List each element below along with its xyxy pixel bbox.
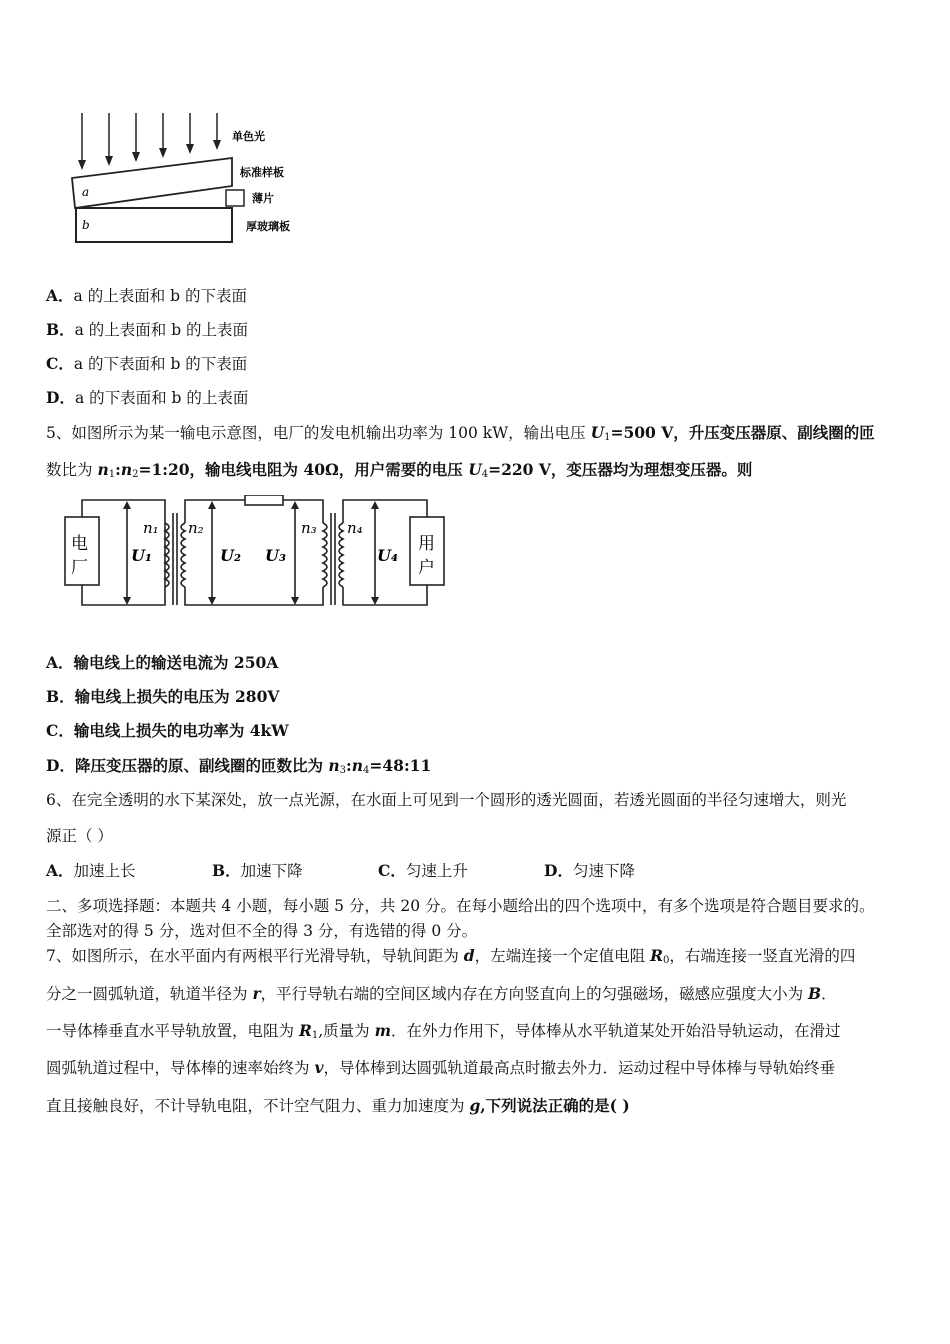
q4-option-c: C．a 的下表面和 b 的下表面 [46, 354, 248, 373]
q5-option-d: D．降压变压器的原、副线圈的匝数比为 $n_3:n_4=48:11$ [46, 756, 432, 776]
u4-label: U₄ [377, 546, 398, 565]
q5-stem-line1: 5、如图所示为某一输电示意图，电厂的发电机输出功率为 100 kW，输出电压 $U_1=500$ V，升压变压器原、副线圈的匝 [46, 423, 875, 443]
q6-option-d: D．匀速下降 [544, 861, 635, 880]
interference-figure [60, 108, 320, 248]
section2-heading-line2: 全部选对的得 5 分，选对但不全的得 3 分，有选错的得 0 分。 [46, 922, 478, 940]
n4-label: n₄ [347, 519, 363, 537]
q6-option-a: A．加速上长 [46, 861, 136, 880]
q7-line5: 直且接触良好，不计导轨电阻，不计空气阻力、重力加速度为 g,下列说法正确的是( ) [46, 1096, 630, 1115]
q7-line4: 圆弧轨道过程中，导体棒的速率始终为 v，导体棒到达圆弧轨道最高点时撤去外力．运动过程中导体棒与导轨始终垂 [46, 1058, 835, 1077]
n3-label: n₃ [301, 519, 317, 537]
q5-option-c: C．输电线上损失的电功率为 4kW [46, 721, 289, 740]
u2-label: U₂ [220, 546, 241, 565]
u3-label: U₃ [265, 546, 286, 565]
q4-option-d: D．a 的下表面和 b 的上表面 [46, 388, 249, 407]
q5-option-b: B．输电线上损失的电压为 280V [46, 687, 280, 706]
q6-options [46, 861, 635, 881]
line-resistor [245, 495, 283, 505]
section2-heading-line1: 二、多项选择题：本题共 4 小题，每小题 5 分，共 20 分。在每小题给出的四个选项中，有多个选项是符合题目要求的。 [46, 897, 875, 915]
plant-label: 电厂 [55, 495, 57, 496]
q6-option-b: B．加速下降 [212, 861, 303, 880]
q7-line2: 分之一圆弧轨道，轨道半径为 r，平行导轨右端的空间区域内存在方向竖直向上的匀强磁场，磁感应强度大小为 B． [46, 984, 837, 1003]
q7-line1: 7、如图所示，在水平面内有两根平行光滑导轨，导轨间距为 d，左端连接一个定值电阻 $R_0$，右端连接一竖直光滑的四 [46, 946, 856, 966]
user-label-bottom: 户 [418, 558, 435, 578]
q6-stem-line2: 源正（ ） [46, 827, 113, 845]
q5-option-a: A．输电线上的输送电流为 250A [46, 653, 279, 672]
q6-option-c: C．匀速上升 [378, 861, 468, 880]
n1-label: n₁ [143, 519, 159, 537]
transmission-circuit-figure [55, 495, 455, 615]
label-b: b [82, 218, 90, 232]
label-standard-plate: 标准样板 [240, 166, 284, 179]
label-monochromatic-light: 单色光 [232, 130, 265, 143]
q4-option-a: A．a 的上表面和 b 的下表面 [46, 286, 247, 305]
q7-line3: 一导体棒垂直水平导轨放置，电阻为 $R_1$,质量为 m．在外力作用下，导体棒从水平轨道某处开始沿导轨运动，在滑过 [46, 1021, 841, 1041]
label-shim: 薄片 [252, 192, 274, 205]
user-label-top: 用 [418, 534, 435, 554]
q6-stem-line1: 6、在完全透明的水下某深处，放一点光源，在水面上可见到一个圆形的透光圆面，若透光圆面的半径匀速增大，则光 [46, 791, 847, 809]
plant-label-top: 电 [71, 534, 88, 554]
label-thick-glass: 厚玻璃板 [246, 220, 290, 233]
label-a: a [82, 185, 90, 199]
q4-option-b: B．a 的上表面和 b 的上表面 [46, 320, 249, 339]
q5-stem-line2: 数比为 $n_1:n_2=1:20$，输电线电阻为 40Ω，用户需要的电压 $U_4=220$ V，变压器均为理想变压器。则 [46, 460, 753, 480]
u1-label: U₁ [131, 546, 152, 565]
plant-label-bottom: 厂 [71, 558, 88, 578]
n2-label: n₂ [188, 519, 204, 537]
